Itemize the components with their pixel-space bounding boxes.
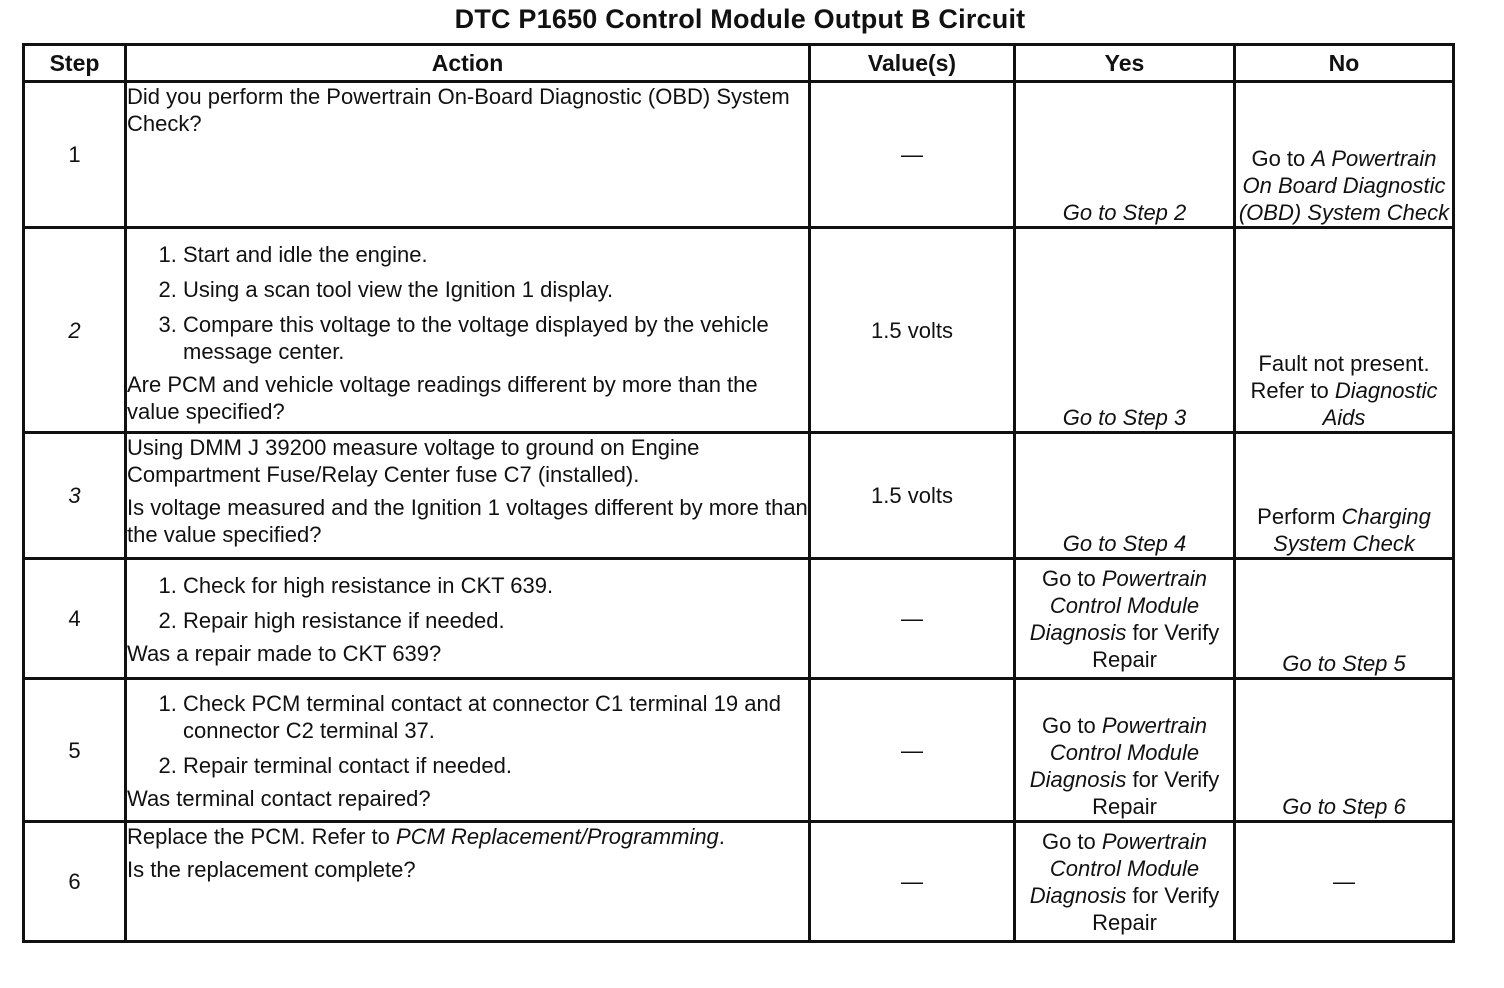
action-cell xyxy=(126,559,810,679)
value-text: 1.5 volts xyxy=(871,317,953,343)
step-number: 5 xyxy=(24,679,126,822)
action-cell xyxy=(126,433,810,559)
no-prefix: Perform xyxy=(1257,504,1342,529)
value-dash: — xyxy=(901,737,923,763)
action-step: 2. Repair terminal contact if needed. xyxy=(183,752,808,779)
table-row xyxy=(24,433,1454,559)
yes-cell[interactable] xyxy=(1015,82,1235,228)
action-step: 1. Start and idle the engine. xyxy=(183,241,808,268)
no-dash: — xyxy=(1333,869,1355,894)
step-number: 6 xyxy=(24,822,126,942)
yes-suffix: for Verify Repair xyxy=(1092,619,1220,672)
no-cell[interactable] xyxy=(1235,82,1454,228)
action-text: Did you perform the Powertrain On-Board Diagnostic (OBD) System Check? xyxy=(127,84,790,136)
yes-prefix: Go to xyxy=(1041,713,1102,738)
yes-link[interactable]: Go to Step 4 xyxy=(1062,531,1187,556)
value-cell xyxy=(810,228,1015,433)
header-row xyxy=(24,45,1454,82)
diagnostic-table xyxy=(22,43,1455,943)
action-text xyxy=(127,823,808,850)
value-cell xyxy=(810,82,1015,228)
yes-link[interactable]: Powertrain Control Module Diagnosis xyxy=(1029,828,1208,908)
action-cell xyxy=(126,679,810,822)
action-question: Is voltage measured and the Ignition 1 voltages different by more than the value specified? xyxy=(127,495,808,547)
no-link[interactable]: A Powertrain On Board Diagnostic (OBD) System Check xyxy=(1238,146,1450,225)
no-prefix: Go to xyxy=(1251,146,1312,171)
value-dash: — xyxy=(901,142,923,167)
yes-cell[interactable] xyxy=(1015,228,1235,433)
no-prefix: Fault not present. Refer to xyxy=(1250,351,1430,403)
table-row xyxy=(24,559,1454,679)
yes-link[interactable]: Powertrain Control Module Diagnosis xyxy=(1029,713,1208,792)
no-cell[interactable] xyxy=(1235,433,1454,559)
step-number: 1 xyxy=(24,82,126,228)
action-cell xyxy=(126,822,810,942)
action-suffix: . xyxy=(718,824,725,849)
header-values: Value(s) xyxy=(810,45,1015,82)
action-step: 1. Check for high resistance in CKT 639. xyxy=(183,572,808,599)
action-step: 2. Using a scan tool view the Ignition 1 display. xyxy=(183,276,808,303)
no-link[interactable]: Go to Step 6 xyxy=(1282,794,1406,819)
step-number: 4 xyxy=(24,559,126,679)
action-question: Was terminal contact repaired? xyxy=(127,786,431,811)
action-cell xyxy=(126,82,810,228)
value-cell xyxy=(810,822,1015,942)
header-action: Action xyxy=(126,45,810,82)
action-step: 2. Repair high resistance if needed. xyxy=(183,607,808,634)
no-cell xyxy=(1235,822,1454,942)
action-steps xyxy=(127,690,808,779)
table-row xyxy=(24,228,1454,433)
page-title: DTC P1650 Control Module Output B Circuit xyxy=(454,4,1026,34)
yes-cell[interactable] xyxy=(1015,822,1235,942)
action-question: Was a repair made to CKT 639? xyxy=(127,641,442,666)
no-cell[interactable] xyxy=(1235,228,1454,433)
value-cell xyxy=(810,433,1015,559)
no-link[interactable]: Diagnostic Aids xyxy=(1322,378,1438,430)
action-step: 3. Compare this voltage to the voltage displayed by the vehicle message center. xyxy=(183,311,808,365)
value-cell xyxy=(810,679,1015,822)
value-text: 1.5 volts xyxy=(871,483,953,508)
step-number: 3 xyxy=(24,433,126,559)
value-dash: — xyxy=(901,869,923,894)
action-step: 1. Check PCM terminal contact at connector C1 terminal 19 and connector C2 terminal 37. xyxy=(183,690,808,744)
step-number: 2 xyxy=(24,228,126,433)
no-link[interactable]: Charging System Check xyxy=(1273,504,1431,556)
action-link[interactable]: PCM Replacement/Programming xyxy=(396,824,719,849)
yes-cell[interactable] xyxy=(1015,559,1235,679)
no-cell[interactable] xyxy=(1235,559,1454,679)
yes-cell[interactable] xyxy=(1015,433,1235,559)
no-link[interactable]: Go to Step 5 xyxy=(1282,651,1406,676)
header-no: No xyxy=(1235,45,1454,82)
action-steps xyxy=(127,572,808,634)
table-row xyxy=(24,679,1454,822)
value-dash: — xyxy=(901,606,923,631)
header-yes: Yes xyxy=(1015,45,1235,82)
yes-link[interactable]: Go to Step 3 xyxy=(1062,405,1187,430)
value-cell xyxy=(810,559,1015,679)
action-prefix: Replace the PCM. Refer to xyxy=(127,824,397,849)
yes-suffix: for Verify Repair xyxy=(1092,882,1220,935)
yes-link[interactable]: Go to Step 2 xyxy=(1062,200,1187,225)
action-cell xyxy=(126,228,810,433)
yes-link[interactable]: Powertrain Control Module Diagnosis xyxy=(1029,565,1208,645)
yes-prefix: Go to xyxy=(1041,828,1102,854)
table-row xyxy=(24,82,1454,228)
action-question: Are PCM and vehicle voltage readings different by more than the value specified? xyxy=(127,372,758,424)
yes-cell[interactable] xyxy=(1015,679,1235,822)
yes-suffix: for Verify Repair xyxy=(1092,767,1220,819)
table-row xyxy=(24,822,1454,942)
header-step: Step xyxy=(24,45,126,82)
no-cell[interactable] xyxy=(1235,679,1454,822)
action-question: Is the replacement complete? xyxy=(127,857,416,882)
action-steps xyxy=(127,241,808,365)
action-text: Using DMM J 39200 measure voltage to ground on Engine Compartment Fuse/Relay Center fuse C7 (installed). xyxy=(127,435,700,487)
yes-prefix: Go to xyxy=(1041,565,1102,591)
